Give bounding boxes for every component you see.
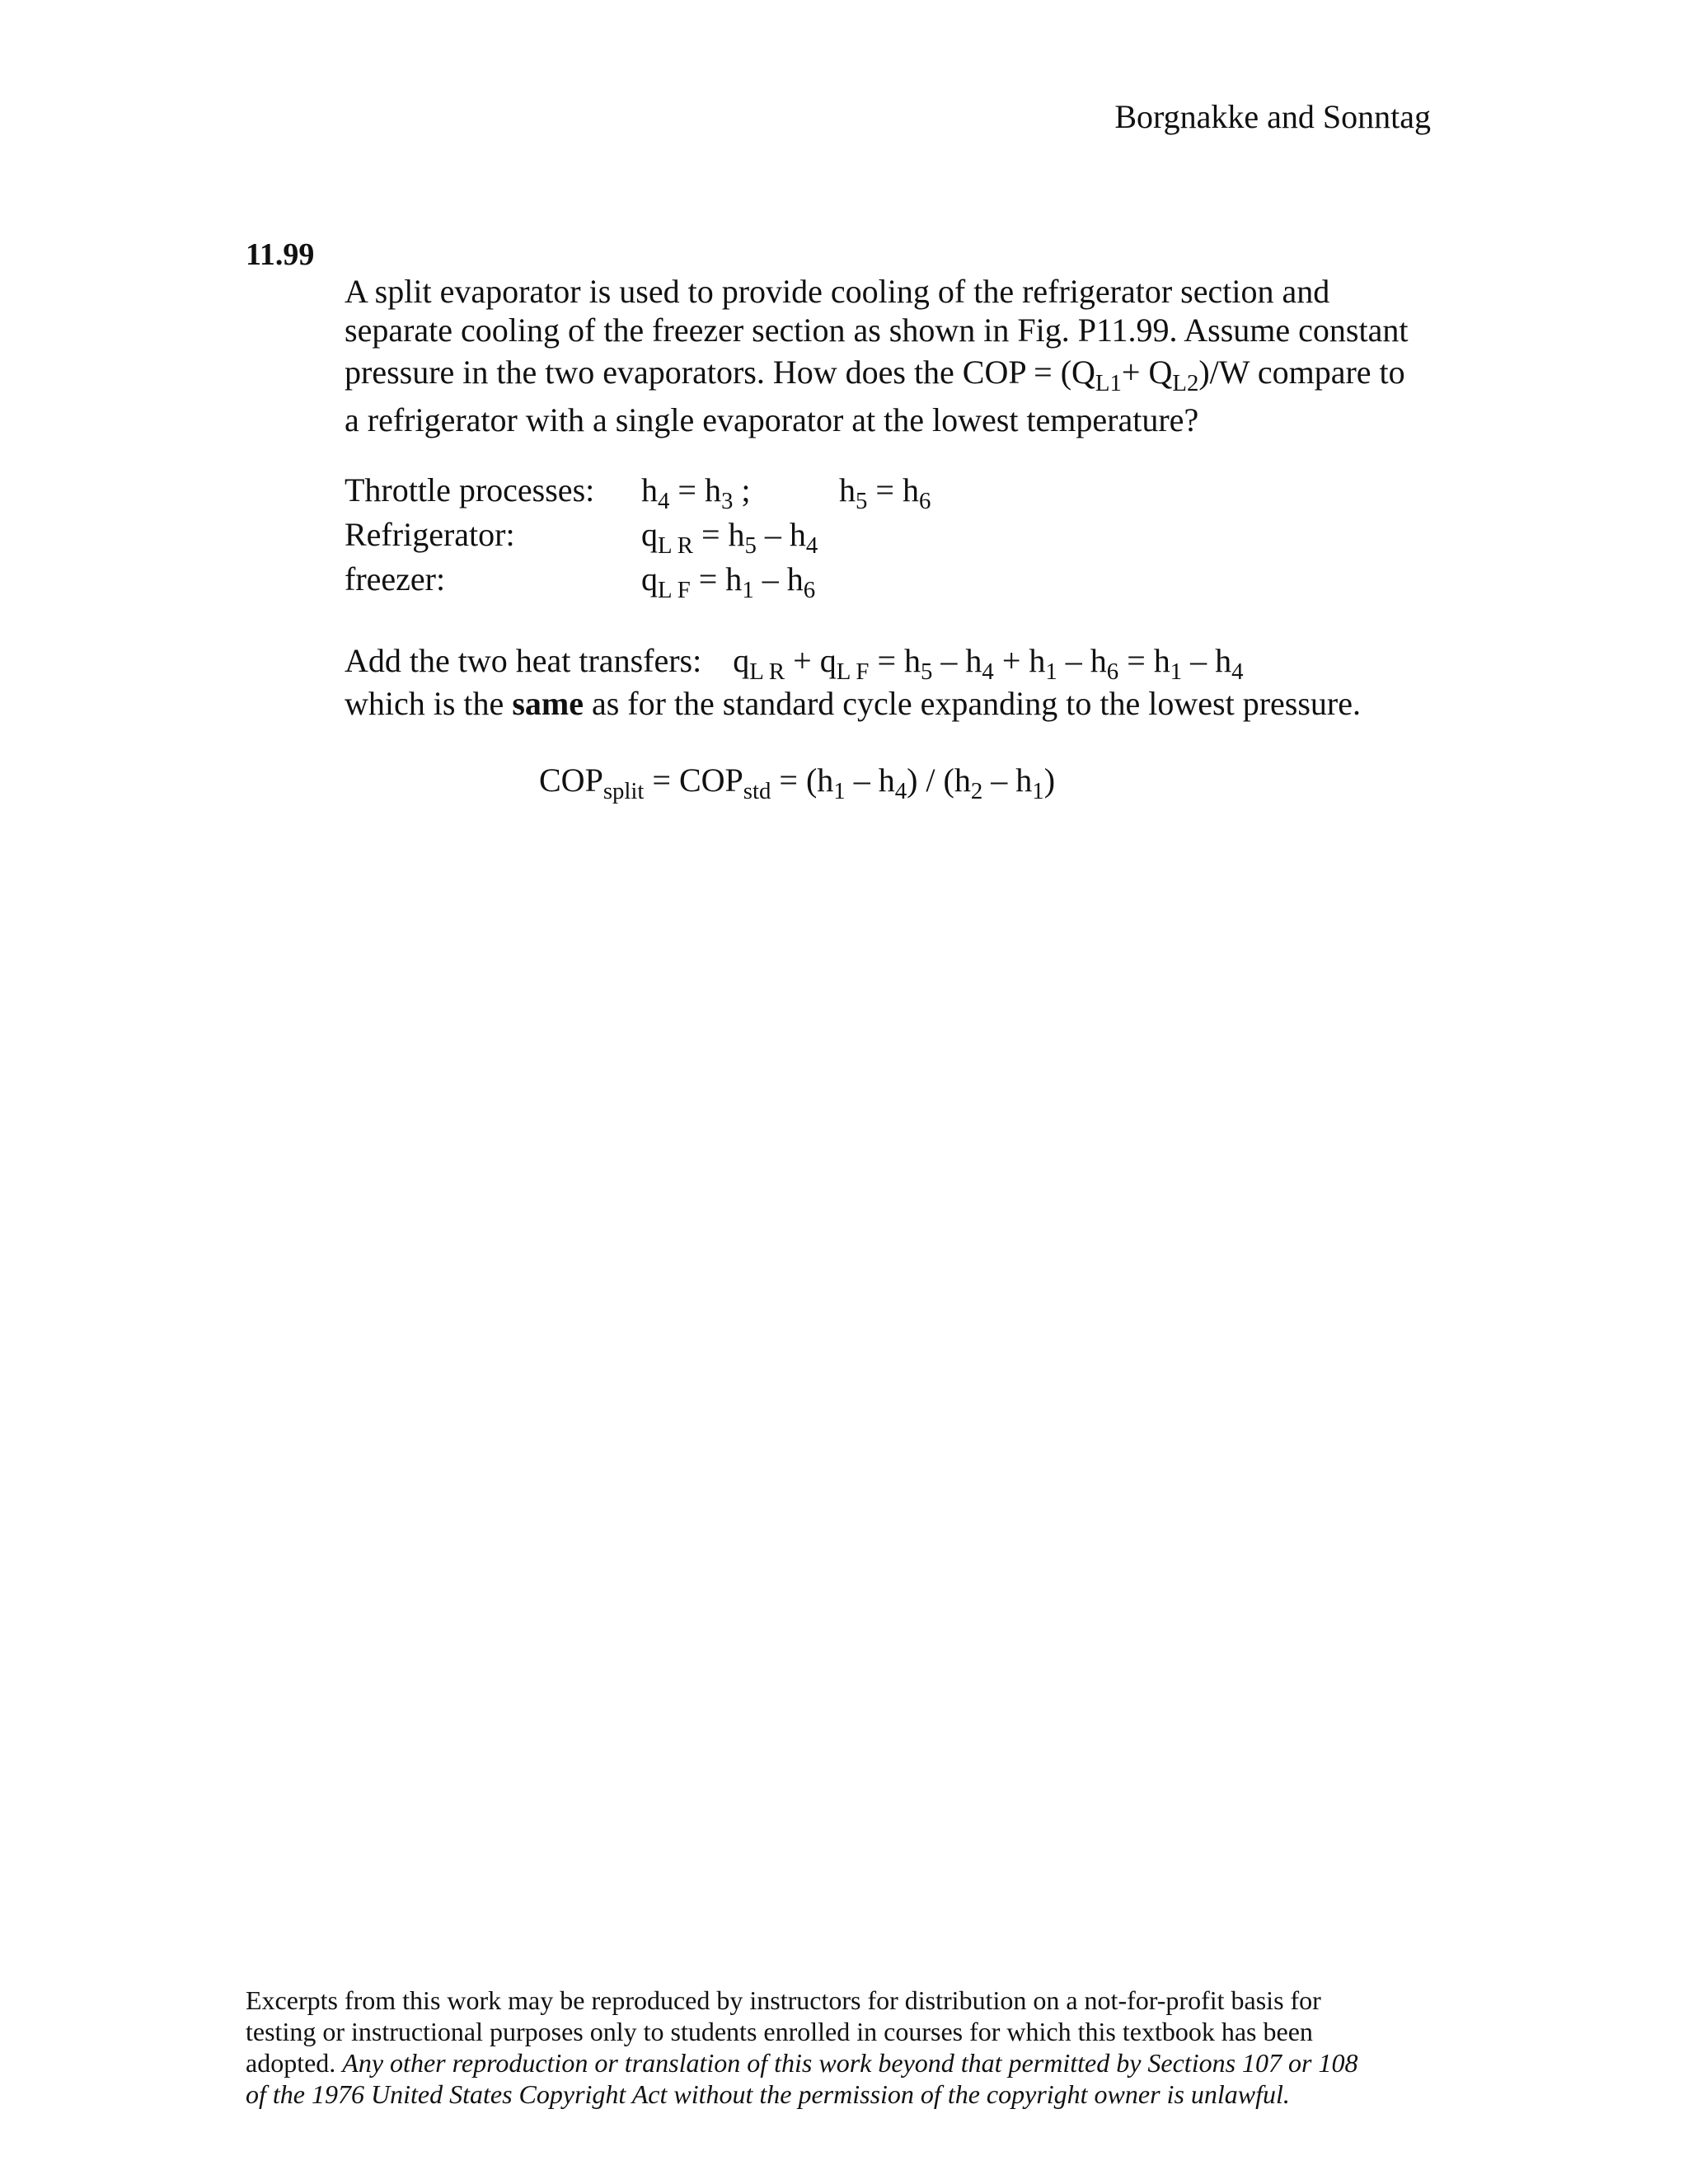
equation-table — [345, 468, 931, 602]
throttle-label: Throttle processes: — [345, 471, 595, 509]
footer-line: adopted. Any other reproduction or translation of this work beyond that permitted by Sections 107 or 108 — [246, 2048, 1358, 2078]
footer-line: Excerpts from this work may be reproduced by instructors for distribution on a not-for-profit basis for — [246, 1985, 1321, 2015]
freezer-row — [345, 557, 931, 602]
statement-line: separate cooling of the freezer section as shown in Fig. P11.99. Assume constant — [345, 312, 1409, 349]
statement-line: pressure in the two evaporators. How does the COP = $(Q_{L1}+ Q_{L2})/W$ compare to — [345, 354, 1405, 397]
problem-number: 11.99 — [246, 237, 315, 272]
throttle-equation-2: $h_5 = h_6$ — [839, 471, 931, 515]
sum-equation-line: Add the two heat transfers: $q_{L R} + q_{L F} = h_5 - h_4 + h_1 - h_6 = h_1 - h_4$ — [345, 642, 1244, 686]
freezer-equation: $q_{L F} = h_1 - h_6$ — [641, 560, 816, 604]
refrigerator-row — [345, 513, 931, 560]
statement-line: A split evaporator is used to provide cooling of the refrigerator section and — [345, 273, 1330, 310]
throttle-row — [345, 468, 931, 513]
footer-line: of the 1976 United States Copyright Act without the permission of the copyright owner is unlawful. — [246, 2079, 1290, 2109]
running-header: Borgnakke and Sonntag — [1114, 98, 1431, 135]
refrigerator-equation: $q_{L R} = h_5 - h_4$ — [641, 516, 818, 560]
cop-equation: $COP_{split} = COP_{std} = (h_1 - h_4) / (h_2 - h_1)$ — [539, 762, 1056, 805]
problem-statement — [345, 272, 1441, 439]
refrigerator-label: Refrigerator: — [345, 516, 515, 553]
copyright-footer — [246, 1985, 1441, 2110]
freezer-label: freezer: — [345, 560, 446, 598]
statement-line: a refrigerator with a single evaporator at the lowest temperature? — [345, 401, 1199, 438]
sum-conclusion-line: which is the same as for the standard cycle expanding to the lowest pressure. — [345, 685, 1361, 722]
throttle-equation-1: $h_4 = h_3$ ; — [641, 471, 751, 515]
footer-line: testing or instructional purposes only to students enrolled in courses for which this textbook has been — [246, 2017, 1313, 2046]
heat-transfer-sum — [345, 640, 1361, 725]
